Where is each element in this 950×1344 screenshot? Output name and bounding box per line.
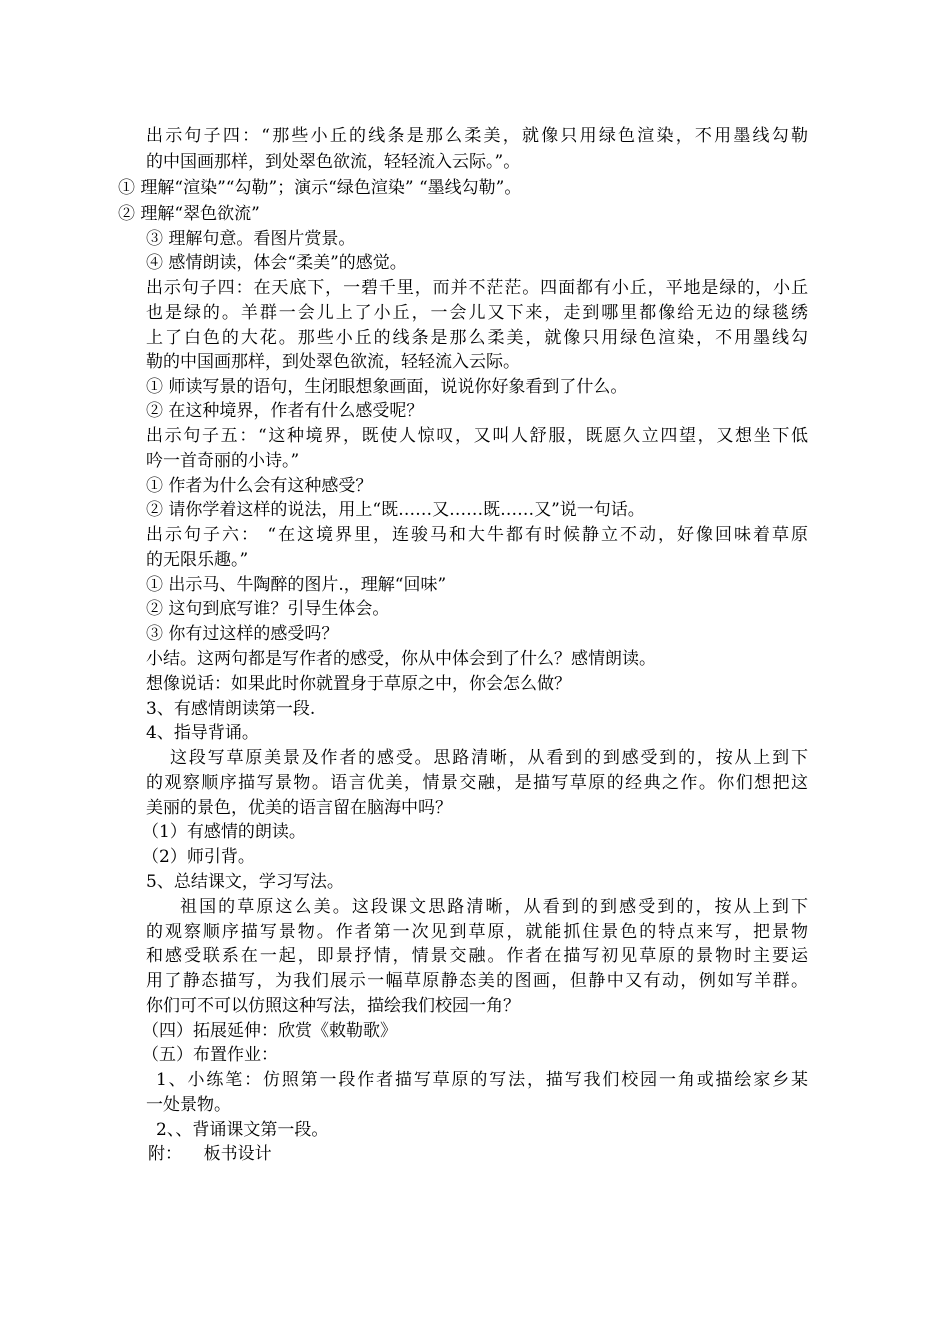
text-line-38: （五）布置作业： [142, 1045, 278, 1065]
text-line-9: 上了白色的大花。那些小丘的线条是那么柔美，就像只用绿色渲染，不用墨线勾 [146, 328, 808, 348]
text-line-8: 也是绿的。羊群一会儿上了小丘，一会儿又下来，走到哪里都像给无边的绿毯绣 [146, 303, 808, 323]
text-line-6: ④ 感情朗读，体会“柔美”的感觉。 [146, 253, 407, 273]
text-line-24: 3、有感情朗读第一段. [146, 699, 316, 719]
text-line-42: 附： 板书设计 [148, 1144, 272, 1164]
text-line-13: 出示句子五：“这种境界，既使人惊叹，又叫人舒服，既愿久立四望，又想坐下低 [146, 426, 808, 446]
text-line-28: 美丽的景色，优美的语言留在脑海中吗？ [146, 798, 452, 818]
text-line-30: （2）师引背。 [142, 847, 255, 867]
text-line-26: 这段写草原美景及作者的感受。思路清晰，从看到的到感受到的，按从上到下 [170, 748, 808, 768]
text-line-21: ③ 你有过这样的感受吗？ [146, 624, 339, 644]
text-line-19: ① 出示马、牛陶醉的图片.，理解“回味” [146, 575, 447, 595]
text-line-11: ① 师读写景的语句，生闭眼想象画面，说说你好象看到了什么。 [146, 377, 628, 397]
text-line-1: 出示句子四：“那些小丘的线条是那么柔美，就像只用绿色渲染，不用墨线勾勒 [146, 126, 808, 146]
text-line-20: ② 这句到底写谁？引导生体会。 [146, 599, 390, 619]
text-line-35: 用了静态描写，为我们展示一幅草原静态美的图画，但静中又有动，例如写羊群。 [146, 971, 808, 991]
text-line-39: 1、小练笔：仿照第一段作者描写草原的写法，描写我们校园一角或描绘家乡某 [156, 1070, 808, 1090]
text-line-40: 一处景物。 [146, 1095, 231, 1115]
text-line-27: 的观察顺序描写景物。语言优美，情景交融，是描写草原的经典之作。你们想把这 [146, 773, 808, 793]
text-line-32: 祖国的草原这么美。这段课文思路清晰，从看到的到感受到的，按从上到下 [180, 897, 808, 917]
text-line-34: 和感受联系在一起，即景抒情，情景交融。作者在描写初见草原的景物时主要运 [146, 946, 808, 966]
text-line-17: 出示句子六： “在这境界里，连骏马和大牛都有时候静立不动，好像回味着草原 [146, 525, 808, 545]
text-line-4: ② 理解“翠色欲流” [118, 204, 260, 224]
text-line-14: 吟一首奇丽的小诗。” [146, 451, 300, 471]
text-line-31: 5、总结课文，学习写法。 [146, 872, 344, 892]
text-line-3: ① 理解“渲染”“勾勒”；演示“绿色渲染” “墨线勾勒”。 [118, 178, 522, 198]
text-line-5: ③ 理解句意。看图片赏景。 [146, 229, 356, 249]
text-line-29: （1）有感情的朗读。 [142, 822, 306, 842]
text-line-15: ① 作者为什么会有这种感受？ [146, 476, 373, 496]
text-line-36: 你们可不可以仿照这种写法，描绘我们校园一角？ [146, 996, 520, 1016]
text-line-25: 4、指导背诵。 [146, 723, 259, 743]
text-line-7: 出示句子四：在天底下，一碧千里，而并不茫茫。四面都有小丘，平地是绿的，小丘 [146, 278, 808, 298]
text-line-22: 小结。这两句都是写作者的感受，你从中体会到了什么？感情朗读。 [146, 649, 656, 669]
text-line-16: ② 请你学着这样的说法，用上“既……又……既……又”说一句话。 [146, 500, 645, 520]
text-line-33: 的观察顺序描写景物。作者第一次见到草原，就能抓住景色的特点来写，把景物 [146, 922, 808, 942]
text-line-2: 的中国画那样，到处翠色欲流，轻轻流入云际。”。 [146, 152, 521, 172]
text-line-41: 2、、背诵课文第一段。 [156, 1120, 329, 1140]
text-line-37: （四）拓展延伸：欣赏《敕勒歌》 [142, 1021, 397, 1041]
text-line-23: 想像说话：如果此时你就置身于草原之中，你会怎么做？ [146, 674, 571, 694]
text-line-10: 勒的中国画那样，到处翠色欲流，轻轻流入云际。 [146, 352, 520, 372]
text-line-18: 的无限乐趣。” [146, 550, 249, 570]
text-line-12: ② 在这种境界，作者有什么感受呢？ [146, 401, 424, 421]
